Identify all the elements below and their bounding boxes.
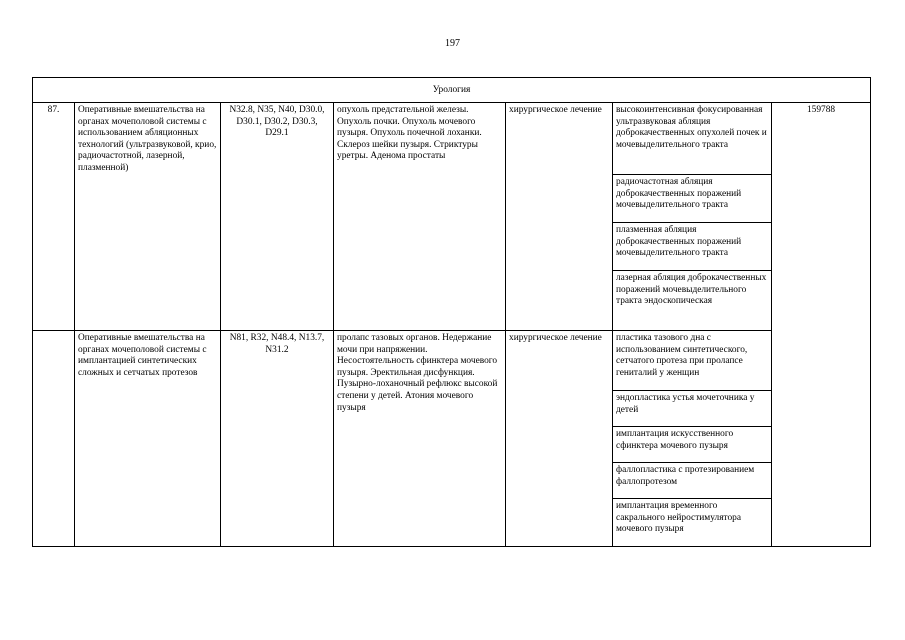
- intervention-cell: Оперативные вмешательства на органах мочеполовой системы с использованием абляционных технологий (ультразвуковой, крио, радиочастотной, лазерной, плазменной): [75, 103, 221, 331]
- method-cell: имплантация временного сакрального нейростимулятора мочевого пузыря: [613, 499, 772, 547]
- services-table: [32, 77, 871, 547]
- method-cell: лазерная абляция доброкачественных поражений мочевыделительного тракта эндоскопическая: [613, 271, 772, 331]
- cost-cell: 159788: [772, 103, 871, 547]
- method-cell: имплантация искусственного сфинктера мочевого пузыря: [613, 427, 772, 463]
- diagnosis-cell: пролапс тазовых органов. Недержание мочи при напряжении. Несостоятельность сфинктера мочевого пузыря. Эректильная дисфункция. Пузырно-лоханочный рефлюкс высокой степени у детей. Атония мочевого пузыря: [334, 331, 506, 547]
- treatment-cell: хирургическое лечение: [506, 103, 613, 331]
- intervention-cell: Оперативные вмешательства на органах мочеполовой системы с имплантацией синтетических сложных и сетчатых протезов: [75, 331, 221, 547]
- treatment-cell: хирургическое лечение: [506, 331, 613, 547]
- page-number: 197: [445, 38, 460, 49]
- method-cell: высокоинтенсивная фокусированная ультразвуковая абляция доброкачественных опухолей почек и мочевыделительного тракта: [613, 103, 772, 175]
- section-title: Урология: [33, 78, 871, 103]
- method-cell: эндопластика устья мочеточника у детей: [613, 391, 772, 427]
- codes-cell: N32.8, N35, N40, D30.0, D30.1, D30.2, D30.3, D29.1: [221, 103, 334, 331]
- method-cell: пластика тазового дна с использованием синтетического, сетчатого протеза при пролапсе гениталий у женщин: [613, 331, 772, 391]
- table-row: [33, 103, 871, 175]
- method-cell: плазменная абляция доброкачественных поражений мочевыделительного тракта: [613, 223, 772, 271]
- method-cell: фаллопластика с протезированием фаллопротезом: [613, 463, 772, 499]
- row-number: [33, 331, 75, 547]
- table-row: [33, 331, 871, 391]
- method-cell: радиочастотная абляция доброкачественных поражений мочевыделительного тракта: [613, 175, 772, 223]
- row-number: 87.: [33, 103, 75, 331]
- codes-cell: N81, R32, N48.4, N13.7, N31.2: [221, 331, 334, 547]
- section-header-row: [33, 78, 871, 103]
- diagnosis-cell: опухоль предстательной железы. Опухоль почки. Опухоль мочевого пузыря. Опухоль почечной лоханки. Склероз шейки пузыря. Стриктуры уретры. Аденома простаты: [334, 103, 506, 331]
